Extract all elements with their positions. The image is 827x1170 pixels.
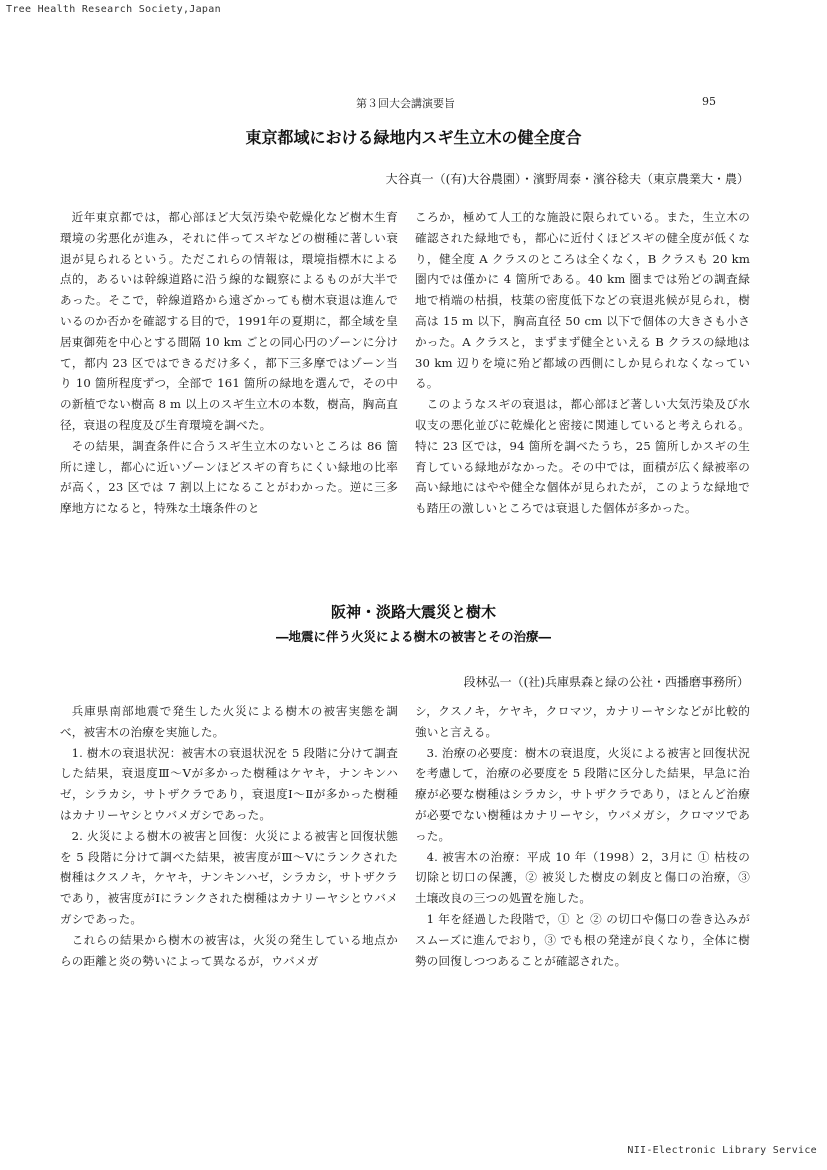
- article2-authors: 段林弘一（(社)兵庫県森と緑の公社・西播磨事務所）: [463, 675, 749, 689]
- page-number: 95: [702, 95, 716, 108]
- paragraph: このようなスギの衰退は，都心部ほど著しい大気汚染及び水収支の悪化並びに乾燥化と密接に関連していると考えられる。特に 23 区では，94 箇所を調べたうち，25 箇所しかスギの生育している緑地がなかった。その中では，面積が広く緑被率の高い緑地にはやや健全な個体が見られたが，このような緑地でも踏圧の激しいところでは衰退した個体が多かった。: [415, 397, 750, 516]
- paragraph: 1 年を経過した段階で，① と ② の切口や傷口の巻き込みがスムーズに進んでおり，③ でも根の発達が良くなり，全体に樹勢の回復しつつあることが確認された。: [415, 911, 750, 968]
- header-source-label: Tree Health Research Society,Japan: [6, 4, 221, 15]
- article2-subtitle: ―地震に伴う火災による樹木の被害とその治療―: [275, 629, 551, 644]
- paragraph: 4. 被害木の治療：平成 10 年（1998）2，3月に ① 枯枝の切除と切口の保護，② 被災した樹皮の剝皮と傷口の治療，③ 土壌改良の三つの処置を施した。: [415, 849, 750, 906]
- article2-left-column: [60, 701, 398, 971]
- paragraph: 兵庫県南部地震で発生した火災による樹木の被害実態を調べ，被害木の治療を実施した。: [60, 704, 398, 739]
- article2-title: 阪神・淡路大震災と樹木: [330, 603, 496, 621]
- running-head-title: 第３回大会講演要旨: [356, 97, 455, 110]
- article1-title: 東京都域における緑地内スギ生立木の健全度合: [245, 128, 582, 147]
- paragraph: その結果，調査条件に合うスギ生立木のないところは 86 箇所に達し，都心に近いゾーンほどスギの育ちにくい緑地の比率が高く，23 区では 7 割以上になることがわかった。逆に三多摩地方になると，特殊な土壌条件のと: [60, 438, 398, 516]
- paragraph: これらの結果から樹木の被害は，火災の発生している地点からの距離と炎の勢いによって異なるが，ウバメガ: [60, 932, 398, 968]
- paragraph: 3. 治療の必要度：樹木の衰退度，火災による被害と回復状況を考慮して，治療の必要度を 5 段階に区分した結果，早急に治療が必要な樹種はシラカシ，サトザクラであり，ほとんど治療が必要でない樹種はカナリーヤシ，ウバメガシ，クロマツであった。: [415, 745, 750, 843]
- article2-right-column: [415, 701, 750, 971]
- article1-left-column: [60, 207, 398, 519]
- paragraph: ころか，極めて人工的な施設に限られている。また，生立木の確認された緑地でも，都心に近付くほどスギの健全度が低くなり，健全度 A クラスのところは全くなく，B クラスも 20 km 圏内では僅かに 4 箇所である。40 km 圏までは殆どの調査緑地で梢端の枯損，枝葉の密度低下などの衰退兆候が見られ，樹高は 15 m 以下，胸高直径 50 cm 以下で個体の大きさも小さかった。A クラスと，まずまず健全といえる B クラスの緑地は 30 km 辺りを境に殆ど都域の西側にしか見られなくなっている。: [415, 210, 750, 391]
- article1-right-column: [415, 207, 750, 519]
- paragraph: 1. 樹木の衰退状況：被害木の衰退状況を 5 段階に分けて調査した結果，衰退度Ⅲ～Ⅴが多かった樹種はケヤキ，ナンキンハゼ，シラカシ，サトザクラであり，衰退度Ⅰ～Ⅱが多かった樹種はカナリーヤシとウバメガシであった。: [60, 745, 398, 822]
- article1-authors: 大谷真一（(有)大谷農園）・濱野周泰・濱谷稔夫（東京農業大・農）: [385, 172, 749, 186]
- footer-library-label: NII-Electronic Library Service: [627, 1145, 817, 1156]
- paragraph: 近年東京都では，都心部ほど大気汚染や乾燥化など樹木生育環境の劣悪化が進み，それに伴ってスギなどの樹種に著しい衰退が見られるという。ただこれらの情報は，環境指標木による点的，あるいは幹線道路に沿う線的な観察によるものが大半であった。そこで，幹線道路から遠ざかっても樹木衰退は進んでいるのか否かを確認する目的で，1991年の夏期に，都全域を皇居東御苑を中心とする間隔 10 km ごとの同心円のゾーンに分けて，都内 23 区ではできるだけ多く，都下三多摩ではゾーン当り 10 箇所程度ずつ，全部で 161 箇所の緑地を選んで，その中の新植でない樹高 8 m 以上のスギ生立木の本数，樹高，胸高直径，衰退の程度及び生育環境を調べた。: [60, 210, 399, 432]
- paragraph: 2. 火災による樹木の被害と回復：火災による被害と回復状態を 5 段階に分けて調べた結果，被害度がⅢ～Ⅴにランクされた樹種はクスノキ，ケヤキ，ナンキンハゼ，シラカシ，サトザクラであり，被害度がⅠにランクされた樹種はカナリーヤシとウバメガシであった。: [60, 828, 398, 926]
- paragraph: シ，クスノキ，ケヤキ，クロマツ，カナリーヤシなどが比較的強いと言える。: [415, 704, 750, 739]
